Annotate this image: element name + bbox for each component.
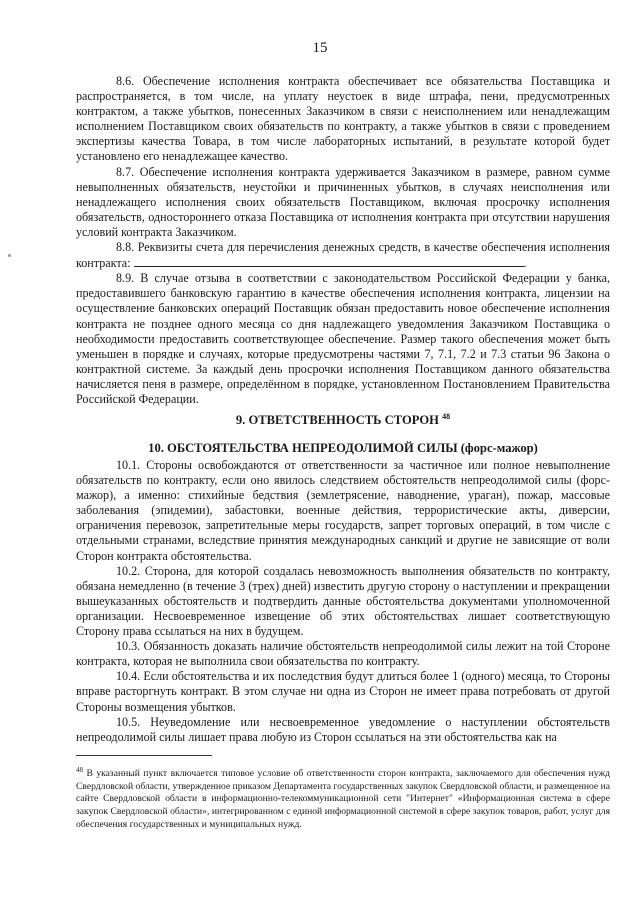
section-9-heading bbox=[76, 412, 610, 428]
paragraph-10-1: 10.1. Стороны освобождаются от ответственности за частичное или полное невыполнение обязательств по контракту, если оно явилось следствием обстоятельств непреодолимой силы (форс-мажор), а именно: стихийные бедствия (землетрясение, наводнение, ураган), пожар, массовые заболевания (эпидемии), забастовки, военные действия, террористические акты, диверсии, ограничения перевозок, запретительные меры государств, запрет торговых операций, в том числе с отдельными странами, вследствие принятия международных санкций и другие не зависящие от воли Сторон контракта обстоятельства. bbox=[76, 458, 610, 563]
footnote-number: 48 bbox=[76, 766, 83, 774]
account-details-blank-line bbox=[134, 255, 524, 267]
paragraph-8-7: 8.7. Обеспечение исполнения контракта удерживается Заказчиком в размере, равном сумме невыполненных обязательств, неустойки и причиненных убытков, в случаях неисполнения или ненадлежащего исполнения своих обязательств Поставщиком, включая просрочку исполнения обязательств, одностороннего отказа Поставщика от исполнения контракта при отсутствии нарушения условий контракта Заказчиком. bbox=[76, 164, 610, 239]
paragraph-8-8-end: . bbox=[523, 256, 527, 271]
footnote-reference[interactable]: 48 bbox=[442, 412, 451, 421]
paragraph-10-5: 10.5. Неуведомление или несвоевременное уведомление о наступлении обстоятельств непреодолимой силы лишает права любую из Сторон ссылаться на эти обстоятельства как на bbox=[76, 714, 610, 744]
footnote bbox=[76, 764, 610, 831]
paragraph-10-3: 10.3. Обязанность доказать наличие обстоятельств непреодолимой силы лежит на той Стороне контракта, которая не выполнила свои обязательства по контракту. bbox=[76, 639, 610, 669]
paragraph-8-8 bbox=[76, 240, 610, 271]
paragraph-8-6: 8.6. Обеспечение исполнения контракта обеспечивает все обязательства Поставщика и распространяется, в том числе, на уплату неустоек в виде штрафа, пени, предусмотренных контрактом, а также убытков, понесенных Заказчиком в связи с неисполнением или ненадлежащим исполнением Поставщиком своих обязательств по контракту, а также убытков в связи с проведением экспертизы качества Товара, в том числе лабораторных испытаний, в результате которой будет установлено его ненадлежащее качество. bbox=[76, 74, 610, 164]
footnote-text: В указанный пункт включается типовое условие об ответственности сторон контракта, заключаемого для обеспечения нужд Свердловской области, утвержденное приказом Департамента государственных закупок Свердловской области, и размещенное на сайте Свердловской области в информационно-телекоммуникационной сети "Интернет" «Информационная система в сфере закупок Свердловской области», интегрированном с единой информационной системой в сфере закупок товаров, работ, услуг для обеспечения государственных и муниципальных нужд. bbox=[76, 768, 610, 830]
section-10-title: 10. ОБСТОЯТЕЛЬСТВА НЕПРЕОДОЛИМОЙ СИЛЫ (форс-мажор) bbox=[148, 441, 538, 455]
paragraph-10-2: 10.2. Сторона, для которой создалась невозможность выполнения обязательств по контракту, обязана немедленно (в течение 3 (трех) дней) известить другую сторону о наступлении и прекращении вышеуказанных обстоятельств и подтвердить данные обстоятельства документами уполномоченной организации. Несвоевременное извещение об этих обстоятельствах лишает соответствующую Сторону права ссылаться на них в будущем. bbox=[76, 563, 610, 639]
footnote-divider bbox=[76, 755, 212, 756]
page-number: 15 bbox=[312, 40, 328, 56]
paragraph-10-4: 10.4. Если обстоятельства и их последствия будут длиться более 1 (одного) месяца, то Стороны вправе расторгнуть контракт. В этом случае ни одна из Сторон не имеет права потребовать от другой Стороны возмещения убытков. bbox=[76, 669, 610, 714]
scan-dot bbox=[8, 254, 11, 257]
section-8-text bbox=[76, 74, 610, 407]
paragraph-8-8-text: 8.8. Реквизиты счета для перечисления денежных средств, в качестве обеспечения исполнения контракта: bbox=[76, 240, 610, 271]
section-10-text bbox=[76, 458, 610, 745]
section-9-title: 9. ОТВЕТСТВЕННОСТЬ СТОРОН bbox=[235, 413, 439, 428]
paragraph-8-9: 8.9. В случае отзыва в соответствии с законодательством Российской Федерации у банка, предоставившего банковскую гарантию в качестве обеспечения исполнения контракта, лицензии на осуществление банковских операций Поставщик обязан предоставить новое обеспечение исполнения контракта не позднее одного месяца со дня надлежащего уведомления Заказчиком Поставщика о необходимости предоставить соответствующее обеспечение. Размер такого обеспечения может быть уменьшен в порядке и случаях, которые предусмотрены частями 7, 7.1, 7.2 и 7.3 статьи 96 Закона о контрактной системе. За каждый день просрочки исполнения Поставщиком данного обязательства начисляется пеня в размере, определённом в порядке, установленном Постановлением Правительства Российской Федерации. bbox=[76, 271, 610, 406]
